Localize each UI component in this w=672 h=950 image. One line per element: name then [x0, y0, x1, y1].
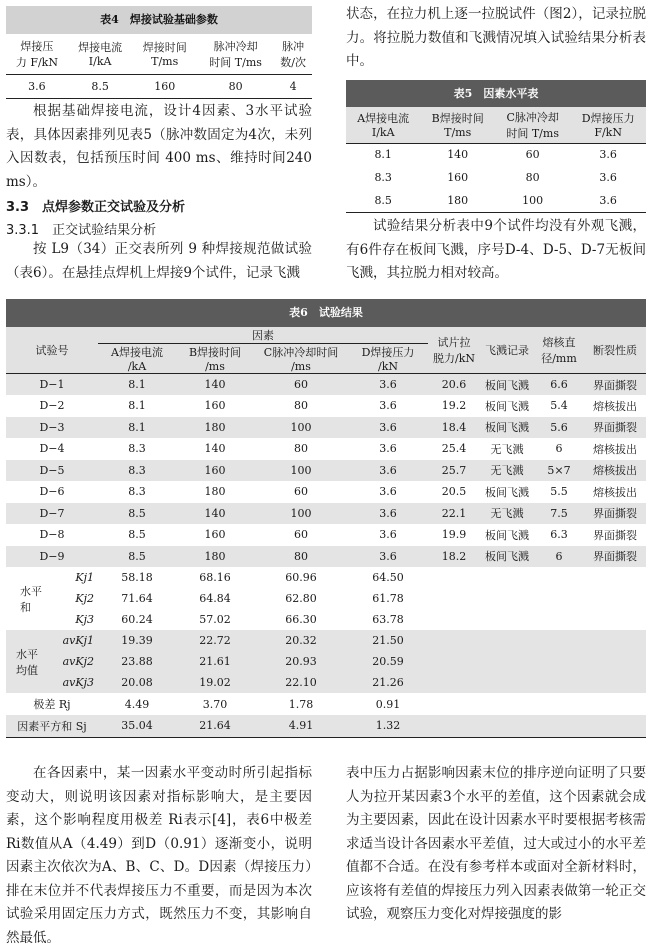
row-id: D−5 [39, 463, 65, 477]
t4-h1-a: 焊接电流 [78, 41, 123, 55]
row-cell: 140 [204, 378, 226, 391]
row-cell: 160 [204, 399, 226, 413]
row-id: D−1 [39, 378, 65, 391]
t4-h4-b: 数/次 [280, 55, 306, 69]
row-cell: 3.6 [379, 485, 397, 499]
row-cell: 3.6 [379, 528, 397, 542]
avg-cell: 20.59 [372, 655, 404, 668]
t5-h3 [570, 107, 646, 143]
row-cell: 8.1 [128, 399, 146, 413]
t6-col-factors: 因素 [98, 327, 428, 344]
table6 [6, 299, 646, 738]
t5-r0-c0: 8.1 [374, 148, 392, 162]
range-cell: 4.49 [124, 697, 150, 711]
row-cell: 无飞溅 [490, 464, 524, 478]
range-blank [428, 693, 646, 715]
row-id: D−6 [39, 485, 65, 499]
table-row [6, 374, 646, 396]
t6-fh1-a: B焊接时间 [188, 346, 242, 359]
t6-col-fracture: 断裂性质 [584, 327, 646, 374]
right-paragraph-2: 试验结果分析表中9个试件均没有外观飞溅，有6件存在板间飞溅，序号D-4、D-5、D-7无板间飞溅，其拉脱力相对较高。 [346, 218, 646, 281]
table4-grid [6, 34, 312, 99]
row-cell: 6 [555, 549, 563, 563]
avg-blank [428, 630, 646, 651]
t5-r0-c1: 140 [447, 148, 469, 162]
avg-cell: 22.10 [285, 676, 317, 689]
row-cell: 界面撕裂 [593, 421, 637, 435]
row-cell: 100 [290, 420, 312, 434]
avg-cell: 21.61 [199, 655, 231, 668]
row-cell: 3.6 [379, 549, 397, 563]
t5-r1-c1: 160 [447, 171, 469, 184]
row-cell: 60 [294, 528, 308, 542]
sum-cell: 66.30 [285, 613, 317, 626]
t4-h0 [6, 34, 68, 74]
t4-h2-b: T/ms [151, 55, 179, 69]
table4 [6, 6, 312, 99]
avg-row [6, 651, 646, 672]
t5-r2-c3: 3.6 [599, 193, 617, 207]
bottom-right-paragraph: 表中压力占据影响因素末位的排序逆向证明了只要人为拉开某因素3个水平的差值，这个因素就会成为主要因素，因此在设计因素水平时要根据考核需求适当设计各因素水平差值，过大或过小的水平差值都不合适。在没有参考样本或面对全新材料时，应该将有差值的焊接压力列入因素表做第一轮正交试验，观察压力变化对焊接强度的影 [346, 765, 646, 922]
row-cell: 3.6 [379, 420, 397, 434]
sum-cell: 64.50 [372, 571, 404, 584]
row-cell: 板间飞溅 [485, 550, 529, 564]
avg-label-a: 水平 [16, 647, 38, 661]
t5-h1 [420, 107, 495, 143]
t6-col-nugget-b: 径/mm [541, 352, 577, 365]
t6-col-force-a: 试片拉 [437, 336, 471, 349]
t5-h2-a: C脉冲冷却 [506, 110, 559, 124]
row-cell: 8.5 [128, 506, 146, 520]
t4-v3: 80 [228, 79, 243, 93]
table-row [6, 438, 646, 460]
row-cell: 140 [204, 442, 226, 456]
row-id: D−2 [39, 399, 65, 413]
table6-grid [6, 327, 646, 738]
sum-blank [428, 567, 646, 588]
row-cell: 100 [290, 506, 312, 520]
table-row [6, 395, 646, 417]
t4-v0: 3.6 [28, 79, 46, 93]
row-cell: 8.3 [128, 463, 146, 477]
t5-r2-c0: 8.5 [374, 193, 392, 207]
avg-cell: 19.02 [199, 676, 231, 689]
table-row [6, 417, 646, 439]
row-cell: 80 [294, 442, 308, 456]
row-cell: 板间飞溅 [485, 399, 529, 413]
row-cell: 19.9 [441, 528, 467, 542]
avg-key: avKj3 [62, 676, 94, 689]
ss-cell: 1.32 [375, 719, 401, 733]
row-cell: 25.4 [441, 442, 467, 456]
sum-blank [428, 588, 646, 609]
row-cell: 20.5 [441, 485, 467, 499]
t6-body [6, 374, 646, 738]
row-id: D−9 [39, 549, 65, 563]
row-cell: 3.6 [379, 463, 397, 477]
sum-cell: 68.16 [199, 571, 231, 584]
t5-h1-a: B焊接时间 [431, 112, 484, 126]
row-cell: 界面撕裂 [593, 528, 637, 542]
row-cell: 板间飞溅 [485, 485, 529, 499]
range-row [6, 693, 646, 715]
sum-cell: 63.78 [372, 613, 404, 626]
t6-col-force [428, 327, 480, 374]
t6-fh3 [348, 344, 428, 374]
left-paragraph-2: 按 L9（34）正交表所列 9 种焊接规范做试验（表6）。在悬挂点焊机上焊接9个试件，记录飞溅 [6, 241, 312, 281]
t5-h0 [346, 107, 420, 143]
t4-h0-a: 焊接压 [20, 39, 54, 53]
row-id: D−3 [39, 420, 65, 434]
sum-cell: 58.18 [121, 571, 153, 584]
row-cell: 8.3 [128, 485, 146, 499]
t5-r2-c1: 180 [447, 193, 469, 207]
row-cell: 80 [294, 399, 308, 413]
avg-blank [428, 651, 646, 672]
t4-h2-a: 焊接时间 [142, 41, 187, 55]
row-cell: 19.2 [441, 399, 467, 413]
avg-key: avKj2 [62, 655, 94, 668]
row-cell: 3.6 [379, 506, 397, 520]
t6-col-splash: 飞溅记录 [480, 327, 534, 374]
t6-fh0-a: A焊接电流 [111, 346, 163, 359]
range-cell: 0.91 [375, 697, 401, 711]
row-cell: 熔核拔出 [593, 485, 637, 499]
t5-r1-c3: 3.6 [599, 171, 617, 184]
t4-v4: 4 [289, 79, 297, 93]
table-row [6, 460, 646, 482]
t6-col-test: 试验号 [6, 327, 98, 374]
row-cell: 5.5 [550, 485, 568, 499]
t4-v1: 8.5 [91, 79, 109, 93]
row-cell: 22.1 [441, 506, 467, 520]
avg-row [6, 630, 646, 651]
t6-fh2-b: /ms [291, 360, 311, 373]
row-cell: 180 [204, 485, 226, 499]
row-id: D−7 [39, 506, 65, 520]
row-cell: 5.4 [550, 399, 568, 413]
bottom-left-paragraph: 在各因素中，某一因素水平变动时所引起指标变动大，则说明该因素对指标影响大，是主要因素，这个影响程度用极差 Ri表示[4]，表6中极差 Ri数值从A（4.49）到D（0.91）逐渐变小，说明因素主次依次为A、B、C、D。D因素（焊接压力）排在末位并不代表焊接压力不重要，而是因为本次试验采用固定压力方式，既然压力不变，其影响自然最低。 [6, 765, 312, 946]
sum-cell: 61.78 [372, 592, 404, 605]
avg-cell: 23.88 [121, 655, 153, 668]
avg-row [6, 672, 646, 693]
t6-fh0-b: /kA [127, 360, 147, 373]
avg-cell: 20.08 [121, 676, 153, 689]
row-cell: 3.6 [379, 399, 397, 413]
t5-h3-b: F/kN [594, 126, 622, 140]
avg-cell: 21.26 [372, 676, 404, 689]
ss-row [6, 715, 646, 737]
table5-grid [346, 107, 646, 213]
row-cell: 3.6 [379, 442, 397, 456]
t5-r1-c0: 8.3 [374, 171, 392, 184]
t4-h2 [132, 34, 197, 74]
sum-row [6, 609, 646, 630]
range-cell: 3.70 [202, 697, 228, 711]
t5-r0-c3: 3.6 [599, 148, 617, 162]
table-row [6, 546, 646, 568]
sum-key: Kj3 [75, 613, 94, 626]
t4-h4-a: 脉冲 [282, 39, 305, 53]
t6-fh1 [176, 344, 254, 374]
row-cell: 8.3 [128, 442, 146, 456]
t5-r0-c2: 60 [525, 148, 540, 162]
sum-blank [428, 609, 646, 630]
row-cell: 180 [204, 549, 226, 563]
row-cell: 熔核拔出 [593, 442, 637, 456]
sum-cell: 64.84 [199, 592, 231, 605]
heading-3-3-1: 3.3.1 正交试验结果分析 [6, 223, 157, 238]
row-cell: 无飞溅 [490, 507, 524, 521]
avg-blank [428, 672, 646, 693]
row-cell: 熔核拔出 [593, 399, 637, 413]
t5-h3-a: D焊接压力 [581, 112, 635, 126]
row-cell: 6.6 [550, 378, 568, 391]
row-cell: 板间飞溅 [485, 378, 529, 392]
row-cell: 20.6 [441, 378, 467, 391]
t6-fh2 [254, 344, 348, 374]
avg-cell: 21.50 [372, 634, 404, 647]
table4-caption: 表4 焊接试验基础参数 [6, 6, 312, 34]
table-row [6, 481, 646, 503]
row-cell: 板间飞溅 [485, 421, 529, 435]
table-row [6, 524, 646, 546]
row-cell: 160 [204, 463, 226, 477]
row-cell: 160 [204, 528, 226, 542]
left-top-paragraph: 根据基础焊接电流，设计4因素、3水平试验表，具体因素排列见表5（脉冲数固定为4次，未列入因数表，包括预压时间 400 ms、维持时间240 ms）。 [6, 103, 312, 190]
t5-h2-b: 时间 T/ms [506, 126, 559, 140]
t4-h3-b: 时间 T/ms [209, 55, 262, 69]
t6-col-nugget [534, 327, 584, 374]
sum-row [6, 567, 646, 588]
range-cell: 1.78 [288, 697, 314, 711]
avg-cell: 20.32 [285, 634, 317, 647]
t4-h1-b: I/kA [88, 55, 112, 69]
avg-cell: 20.93 [285, 655, 317, 668]
row-cell: 8.1 [128, 420, 146, 434]
row-cell: 18.2 [441, 549, 467, 563]
sum-cell: 62.80 [285, 592, 317, 605]
ss-cell: 35.04 [121, 719, 153, 733]
ss-label: 因素平方和 Sj [17, 719, 87, 733]
t4-v2: 160 [154, 79, 176, 93]
row-cell: 18.4 [441, 420, 467, 434]
sum-label: 水平和 [20, 584, 42, 614]
t5-r1-c2: 80 [525, 171, 540, 184]
t4-h1 [68, 34, 133, 74]
right-top-paragraph: 状态，在拉力机上逐一拉脱试件（图2），记录拉脱力。将拉脱力数值和飞溅情况填入试验结果分析表中。 [346, 6, 646, 69]
row-cell: 6.3 [550, 528, 568, 542]
t5-h1-b: T/ms [444, 126, 472, 140]
t5-h2 [495, 107, 570, 143]
row-cell: 5.6 [550, 420, 568, 434]
t4-h3-a: 脉冲冷却 [213, 39, 258, 53]
row-cell: 8.1 [128, 378, 146, 391]
avg-label [6, 630, 48, 693]
row-cell: 140 [204, 506, 226, 520]
t6-fh2-a: C脉冲冷却时间 [263, 346, 339, 359]
t6-col-force-b: 脱力/kN [433, 352, 475, 365]
row-cell: 25.7 [441, 463, 467, 477]
row-cell: 板间飞溅 [485, 528, 529, 542]
t6-fh3-a: D焊接压力 [361, 346, 415, 359]
sum-key: Kj1 [75, 571, 94, 584]
row-cell: 熔核拔出 [593, 464, 637, 478]
row-cell: 60 [294, 485, 308, 499]
table5 [346, 80, 646, 213]
ss-cell: 4.91 [288, 719, 314, 733]
row-cell: 100 [290, 463, 312, 477]
t6-fh3-b: /kN [378, 360, 398, 373]
sum-key: Kj2 [75, 592, 94, 605]
ss-cell: 21.64 [199, 719, 231, 733]
heading-3-3: 3.3 点焊参数正交试验及分析 [6, 200, 186, 215]
sum-cell: 57.02 [199, 613, 231, 626]
table-row [6, 503, 646, 525]
table6-caption: 表6 试验结果 [6, 299, 646, 327]
avg-cell: 19.39 [121, 634, 153, 647]
row-cell: 6 [555, 442, 563, 456]
row-cell: 界面撕裂 [593, 507, 637, 521]
t4-h0-b: 力 F/kN [15, 55, 58, 69]
sum-cell: 71.64 [121, 592, 153, 605]
t6-fh1-b: /ms [205, 360, 225, 373]
row-cell: 5×7 [547, 463, 571, 477]
row-cell: 180 [204, 420, 226, 434]
range-label: 极差 Rj [33, 698, 71, 711]
row-cell: 8.5 [128, 528, 146, 542]
t5-r2-c2: 100 [522, 193, 544, 207]
t6-col-nugget-a: 熔核直 [542, 336, 576, 349]
row-cell: 80 [294, 549, 308, 563]
t5-h0-a: A焊接电流 [357, 112, 410, 126]
t4-h4 [274, 34, 312, 74]
row-cell: 无飞溅 [490, 442, 524, 456]
avg-cell: 22.72 [199, 634, 231, 647]
t6-fh0 [98, 344, 176, 374]
t5-h0-b: I/kA [371, 126, 395, 140]
ss-blank [428, 715, 646, 737]
table5-caption: 表5 因素水平表 [346, 80, 646, 107]
row-id: D−8 [39, 528, 65, 542]
row-cell: 界面撕裂 [593, 550, 637, 564]
row-cell: 60 [294, 378, 308, 391]
avg-label-b: 均值 [16, 663, 38, 677]
row-cell: 7.5 [550, 506, 568, 520]
sum-cell: 60.24 [121, 613, 153, 626]
avg-key: avKj1 [62, 634, 94, 647]
sum-row [6, 588, 646, 609]
sum-cell: 60.96 [285, 571, 317, 584]
row-id: D−4 [39, 442, 65, 456]
row-cell: 界面撕裂 [593, 378, 637, 392]
row-cell: 8.5 [128, 549, 146, 563]
row-cell: 3.6 [379, 378, 397, 391]
t4-h3 [197, 34, 274, 74]
